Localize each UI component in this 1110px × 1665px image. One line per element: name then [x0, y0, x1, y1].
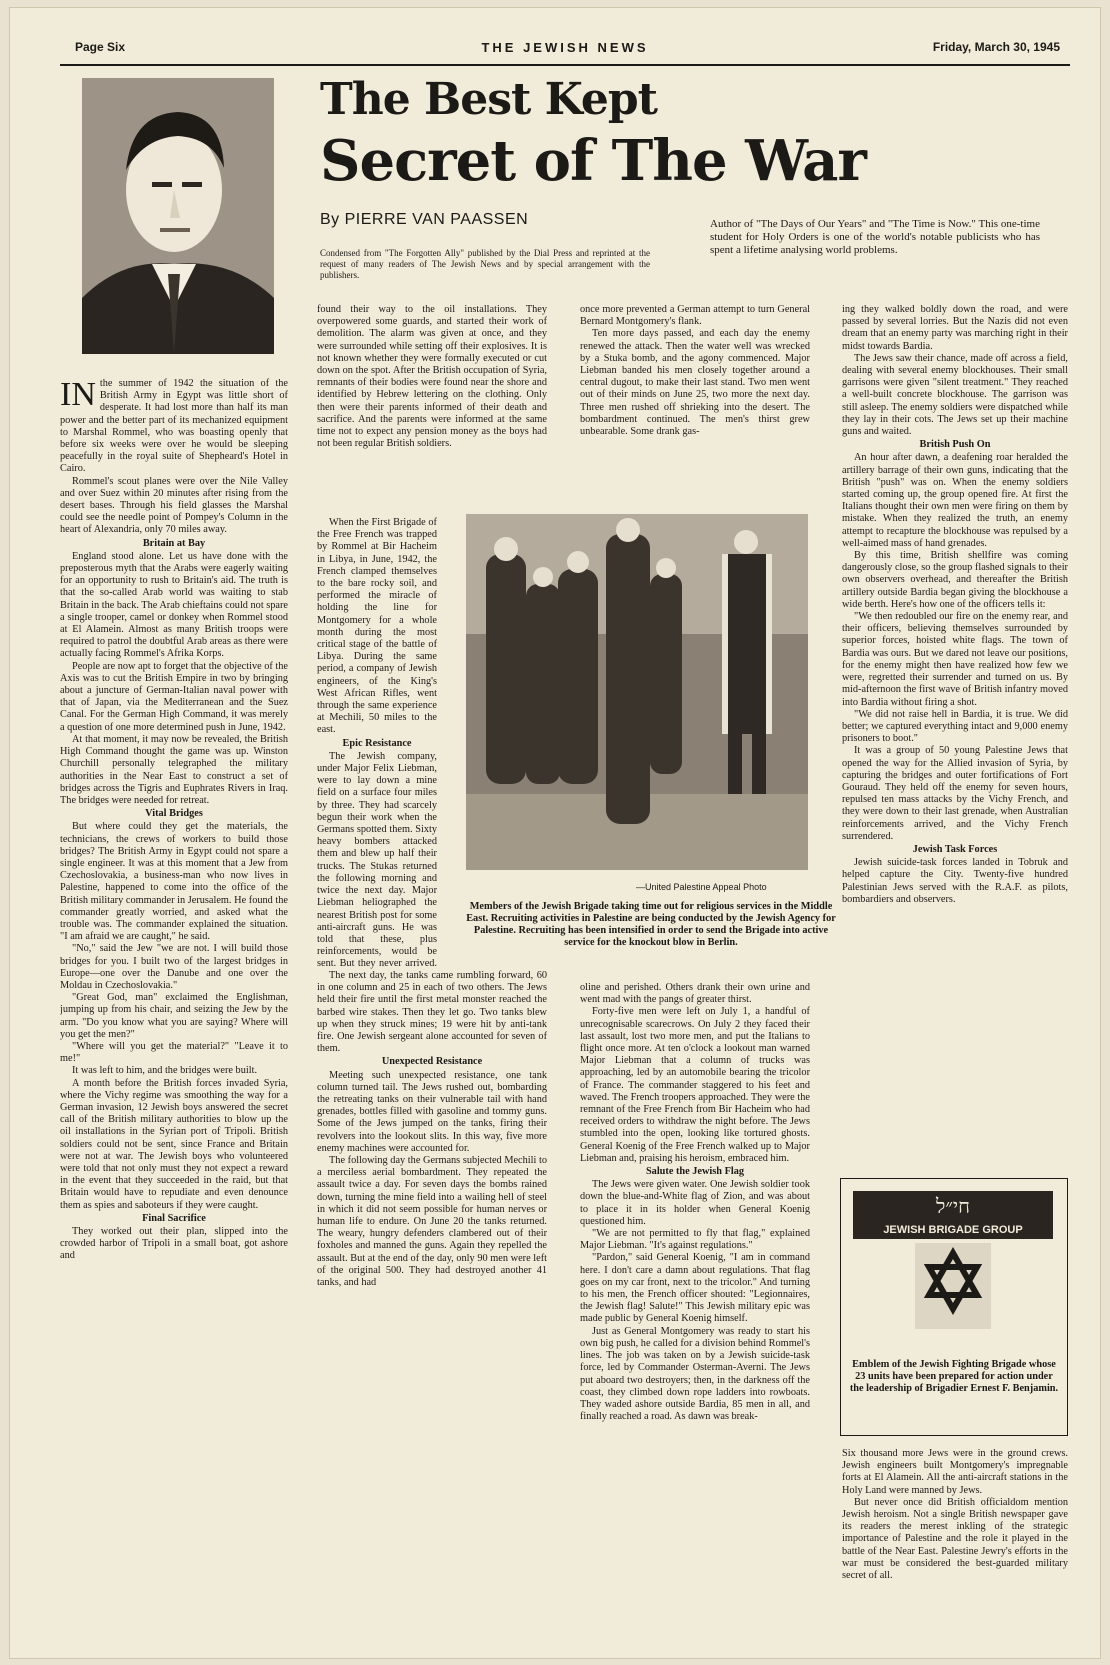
paragraph: "Where will you get the material?" "Leave it to me!": [60, 1040, 288, 1065]
paragraph: "We did not raise hell in Bardia, it is true. We did better; we captured everything intact and 9,000 enemy prisoners to boot.": [842, 708, 1068, 745]
brigade-photo-image: [466, 514, 808, 870]
photo-credit: —United Palestine Appeal Photo: [636, 882, 767, 892]
drop-cap: IN: [60, 378, 96, 413]
paragraph: An hour after dawn, a deafening roar heralded the artillery barrage of their own guns, indicating that the British "push" was on. When the enemy soldiers started coming up, the group opened fire. At first the Italians thought their own men were firing on them by mistake. When they realized the truth, an enemy attempt to recapture the blockhouse was repulsed by a well-aimed mass of hand grenades.: [842, 452, 1068, 549]
subheading: Jewish Task Forces: [912, 843, 998, 855]
paragraph: ing they walked boldly down the road, and were passed by several lorries. But the Nazis did not even dream that an enemy party was marching right in their midst towards Bardia.: [842, 304, 1068, 352]
jewish-brigade-emblem: [853, 1191, 1053, 1329]
paragraph: A month before the British forces invaded Syria, where the Vichy regime was smoothing the way for a German invasion, 12 Jewish boys answered the secret call of the British military authorities to blow up the oil installations in the Syrian port of Tripoli. British soldiers could not be sent, since France and Britain were not at war. The Jewish boys who volunteered were told that not only must they not expect a reward in the event that they succeeded in the raid, but that Britain would have to repudiate and even denounce them as spies and saboteurs if they were caught.: [60, 1077, 288, 1211]
author-note: Author of "The Days of Our Years" and "The Time is Now." This one-time student for Holy Orders is one of the world's notable publicists who has spent a lifetime analysing world problems.: [710, 218, 1040, 256]
paragraph: Ten more days passed, and each day the enemy renewed the attack. Then the water well was wrecked by a Stuka bomb, and the agony commenced. Major Liebman banded his men closely together around a central dugout, to make their last stand. Two men went out of their minds on June 25, two more the next day. Three men rushed off shrieking into the desert. The bombardment continued. The men's thirst grew unbearable. Some drank gas-: [580, 328, 810, 438]
paragraph: The Jews were given water. One Jewish soldier took down the blue-and-White flag of Zion, and was about to place it in its holder when General Koenig questioned him.: [580, 1179, 810, 1227]
emblem-banner-text: JEWISH BRIGADE GROUP: [883, 1224, 1023, 1236]
article-column-2-bottom: [317, 970, 547, 1620]
page-header: [60, 40, 1070, 62]
subheading: Britain at Bay: [142, 537, 206, 549]
issue-date: Friday, March 30, 1945: [932, 40, 1060, 54]
paragraph: They worked out their plan, slipped into the crowded harbor of Tripoli in a small boat, got ashore and: [60, 1226, 288, 1262]
paragraph: Forty-five men were left on July 1, a handful of unrecognisable scarecrows. On July 2 they faced their last assault, lost two more men, and put the Italians to flight once more. At ten o'clock a lookout man warned Major Liebman that a column of trucks was approaching, led by an automobile bearing the tricolor of France. The commander staggered to his feet and waved. The French troopers approached. They were the remnant of the Free French from Bir Hacheim who had received orders to withdraw the night before. The Jews stumbled into the open, looking like tortured ghosts. General Koenig of the Free French walked up to Major Liebman and, praising his heroism, embraced him.: [580, 1006, 810, 1164]
subheading: Vital Bridges: [145, 808, 203, 820]
subheading: Salute the Jewish Flag: [645, 1166, 745, 1178]
emblem-box: [840, 1178, 1068, 1436]
article-column-2-top: [317, 304, 547, 517]
emblem-caption: Emblem of the Jewish Fighting Brigade whose 23 units have been prepared for action under the leadership of Brigadier Ernest F. Benjamin.: [849, 1359, 1059, 1394]
article-column-2-narrow: [317, 517, 437, 970]
headline-line-2: Secret of The War: [320, 128, 866, 194]
paragraph: The following day the Germans subjected Mechili to a merciless aerial bombardment. They repeated the assault twice a day. For seven days the bombs rained down, turning the mine field into a wailing hell of steel in which it did not seem possible for human nerves or human life to endure. On June 20 the tanks returned. The weary, hungry defenders clambered out of their foxholes and manned the guns. Again they repelled the assault. But at the end of the day, only 90 men were left of the original 500. They had destroyed another 41 tanks, and had: [317, 1155, 547, 1289]
paragraph: Rommel's scout planes were over the Nile Valley and over Suez within 20 minutes after rising from the desert bases. Through his field glasses the Marshal could see the needle point of Pompey's Column in the heart of Alexandria, only 70 miles away.: [60, 475, 288, 536]
svg-text:חי״ל: חי״ל: [935, 1194, 971, 1218]
paragraph: found their way to the oil installations. They overpowered some guards, and started their work of demolition. The alarm was given at once, and they were surrounded while setting off their explosives. It is not known whether they were formally executed or cut down on the spot. After the British occupation of Syria, remnants of their bodies were found near the shore and identified by Hebrew lettering on the clothing. Only then were their parents informed of their death and sacrifice. And the parents were informed at the same time not to expect any pension money as the boys had not been regular British soldiers.: [317, 304, 547, 450]
article-column-4-bottom: [842, 1448, 1068, 1620]
paragraph: But never once did British officialdom mention Jewish heroism. Not a single British newspaper gave its readers the merest inkling of the strategic importance of Palestine and the role it played in the battle of the Near East. Palestine Jewry's efforts in the war must be considered the best-guarded military secret of all.: [842, 1496, 1068, 1582]
paragraph: By this time, British shellfire was coming dangerously close, so the group flashed signals to their own observers overhead, and thereafter the British artillery outside Bardia began giving the blockhouse a wide berth. Here's how one of the officers tells it:: [842, 550, 1068, 610]
author-portrait: [82, 78, 274, 354]
paragraph: "No," said the Jew "we are not. I will build those bridges for you. I built two of the largest bridges in Europe—one over the Danube and one over the Moldau in Czechoslovakia.": [60, 943, 288, 991]
paragraph: Six thousand more Jews were in the ground crews. Jewish engineers built Montgomery's impregnable forts at El Alamein. All the anti-aircraft stations in the Holy Land were manned by Jews.: [842, 1448, 1068, 1496]
paragraph: The next day, the tanks came rumbling forward, 60 in one column and 25 in each of two others. The Jews held their fire until the first metal monster reached the barbed wire stakes. Then they let go. Two tanks blew up when they struck mines; 19 were hit by anti-tank fire. One Jewish sergeant alone accounted for seven of them.: [317, 970, 547, 1055]
subheading: Epic Resistance: [342, 737, 412, 749]
paragraph: But where could they get the materials, the technicians, the crews of workers to build those bridges? The British Army in Egypt could not spare a single engineer. It was at this moment that a Jew from Czechoslovakia, a business-man who now lives in Palestine, happened to come into the office of the British military commander in Jerusalem. He found the commander greatly worried, and asked what the trouble was. The commander explained the situation. "I am afraid we are caught," he said.: [60, 821, 288, 943]
newspaper-page: [10, 8, 1100, 1658]
paragraph: once more prevented a German attempt to turn General Bernard Montgomery's flank.: [580, 304, 810, 328]
headline-line-1: The Best Kept: [320, 74, 658, 125]
byline: By PIERRE VAN PAASSEN: [320, 211, 529, 228]
paragraph: The Jews saw their chance, made off across a field, dealing with several enemy blockhouses. Their small garrisons were given "silent treatment." They reached a well-built concrete blockhouse. The garrison was still asleep. The enemy soldiers were dispatched while they lay in their cots. The Jews set up their machine guns and waited.: [842, 352, 1068, 438]
paragraph: "Pardon," said General Koenig, "I am in command here. I don't care a damn about regulations. That flag goes on my car front, next to the tricolor." And turning to his men, the French officer shouted: "Legionnaires, the Jewish flag! Salute!" This Jewish military epic was made public by General Koenig himself.: [580, 1252, 810, 1325]
subheading: British Push On: [919, 439, 991, 451]
brigade-photo: [466, 514, 808, 870]
paragraph: It was left to him, and the bridges were built.: [72, 1065, 258, 1077]
photo-caption: Members of the Jewish Brigade taking time out for religious services in the Middle East. Recruiting activities in Palestine are being conducted by the Jewish Agency for Palestine. Recruiting has been intensified in order to send the Brigade into active service for the knockout blow in Berlin.: [466, 901, 836, 948]
article-column-4-top: [842, 304, 1068, 1177]
condensed-note: Condensed from "The Forgotten Ally" published by the Dial Press and reprinted at the request of many readers of The Jewish News and by special arrangement with the publishers.: [320, 248, 650, 280]
page-number: Page Six: [75, 40, 126, 54]
paragraph: Just as General Montgomery was ready to start his own big push, he called for a division behind Rommel's lines. The job was taken on by a Jewish suicide-task force, led by Commander Osterman-Averni. The Jews put aboard two destroyers; then, in the darkness off the coast, they climbed down rope ladders into rowboats. They waded ashore outside Bardia, 85 men in all, and finally reached a road. As dawn was break-: [580, 1325, 810, 1423]
paragraph: It was a group of 50 young Palestine Jews that opened the way for the Allied invasion of Syria, by capturing the bridges and outer fortifications of Fort Gouraud. They held off the enemy for seven hours, repulsed ten mass attacks by the Vichy French, and they were down to their last grenade, when Australian reinforcements arrived, and the Vichy French surrendered.: [842, 745, 1068, 842]
paragraph: the summer of 1942 the situation of the British Army in Egypt was little short of desperate. It had lost more than half its man power and the better part of its mechanized equipment to Marshal Rommel, who was boasting openly that before six weeks were over he would be sleeping peacefully in the royal suite of Shepheard's Hotel in Cairo.: [60, 378, 288, 475]
paragraph: The Jewish company, under Major Felix Liebman, were to lay down a mine field on a surface four miles by three. They had scarcely begun their work when the Germans spotted them. Sixty heavy bombers attacked them and blew up half their trucks. The Stukas returned the following morning and twice the next day. Major Liebman heliographed the nearest British post for some anti-aircraft guns. He was told that these, plus reinforcements, would be sent. But they never arrived.: [317, 750, 437, 970]
article-column-1: [60, 378, 288, 1618]
paragraph: Jewish suicide-task forces landed in Tobruk and helped capture the City. Twenty-five hundred Palestinian Jews served with the R.A.F. as pilots, bombardiers and observers.: [842, 857, 1068, 905]
paragraph: England stood alone. Let us have done with the preposterous myth that the Arabs were eagerly waiting for an opportunity to rush to Britain's aid. The truth is that the so-called Arab world was waiting to stab Britain in the back. The Arab chieftains could not spare a single trooper, camel or donkey when Rommel stood at El Alamein. Almost as many British troops were required to patrol the doubtful Arab areas as there were actually facing Rommel's Afrika Korps.: [60, 550, 288, 660]
paragraph: At that moment, it may now be revealed, the British High Command thought the game was up. Winston Churchill personally telegraphed the military authorities in the Near East to construct a set of bridges across the Tigris and Euphrates Rivers in Iraq. The bridges were needed for retreat.: [60, 733, 288, 806]
subheading: Final Sacrifice: [142, 1212, 206, 1224]
paragraph: Meeting such unexpected resistance, one tank column turned tail. The Jews rushed out, bombarding the retreating tanks on their vulnerable tail with hand grenades, bottles filled with gasoline and tommy guns. Some of the Jews jumped on the tanks, firing their revolvers into the lookout slits. In this way, five more enemy machines were accounted for.: [317, 1069, 547, 1154]
paragraph: "Great God, man" exclaimed the Englishman, jumping up from his chair, and seizing the Jew by the arm. "Do you know what you are saying? Where will you get the men?": [60, 992, 288, 1040]
portrait-image: [82, 78, 274, 354]
paragraph: People are now apt to forget that the objective of the Axis was to cut the British Empire in two by bringing about a juncture of German-Italian naval power with that of Japan, via the Mediterranean and the Suez Canal. For the German High Command, it was merely a question of one more determined push in June, 1942.: [60, 660, 288, 733]
article-column-3-top: [580, 304, 810, 516]
paragraph: "We are not permitted to fly that flag," explained Major Liebman. "It's against regulations.": [580, 1228, 810, 1252]
paragraph: oline and perished. Others drank their own urine and went mad with the pangs of greater thirst.: [580, 982, 810, 1006]
paragraph: When the First Brigade of the Free French was trapped by Rommel at Bir Hacheim in Libya, in June, 1942, the French clamped themselves to the bare rocky soil, and performed the miracle of holding the line for Montgomery for a whole month during the most critical stage of the battle of Libya. During the same period, a company of Jewish engineers, of the King's West African Rifles, went through the same experience at Mechili, 50 miles to the east.: [317, 517, 437, 736]
header-rule: [60, 64, 1070, 66]
subheading: Unexpected Resistance: [381, 1056, 483, 1068]
newspaper-name: THE JEWISH NEWS: [481, 40, 649, 55]
paragraph: "We then redoubled our fire on the enemy rear, and their officers, believing themselves surrounded by superior forces, hoisted white flags. The town of Bardia was ours. But we dared not leave our positions, for the enemy might then have realized how few we were, regretted their surrender and turned on us. By mid-afternoon the first wave of British infantry moved into Bardia without firing a shot.: [842, 611, 1068, 708]
article-column-3-bottom: [580, 982, 810, 1620]
